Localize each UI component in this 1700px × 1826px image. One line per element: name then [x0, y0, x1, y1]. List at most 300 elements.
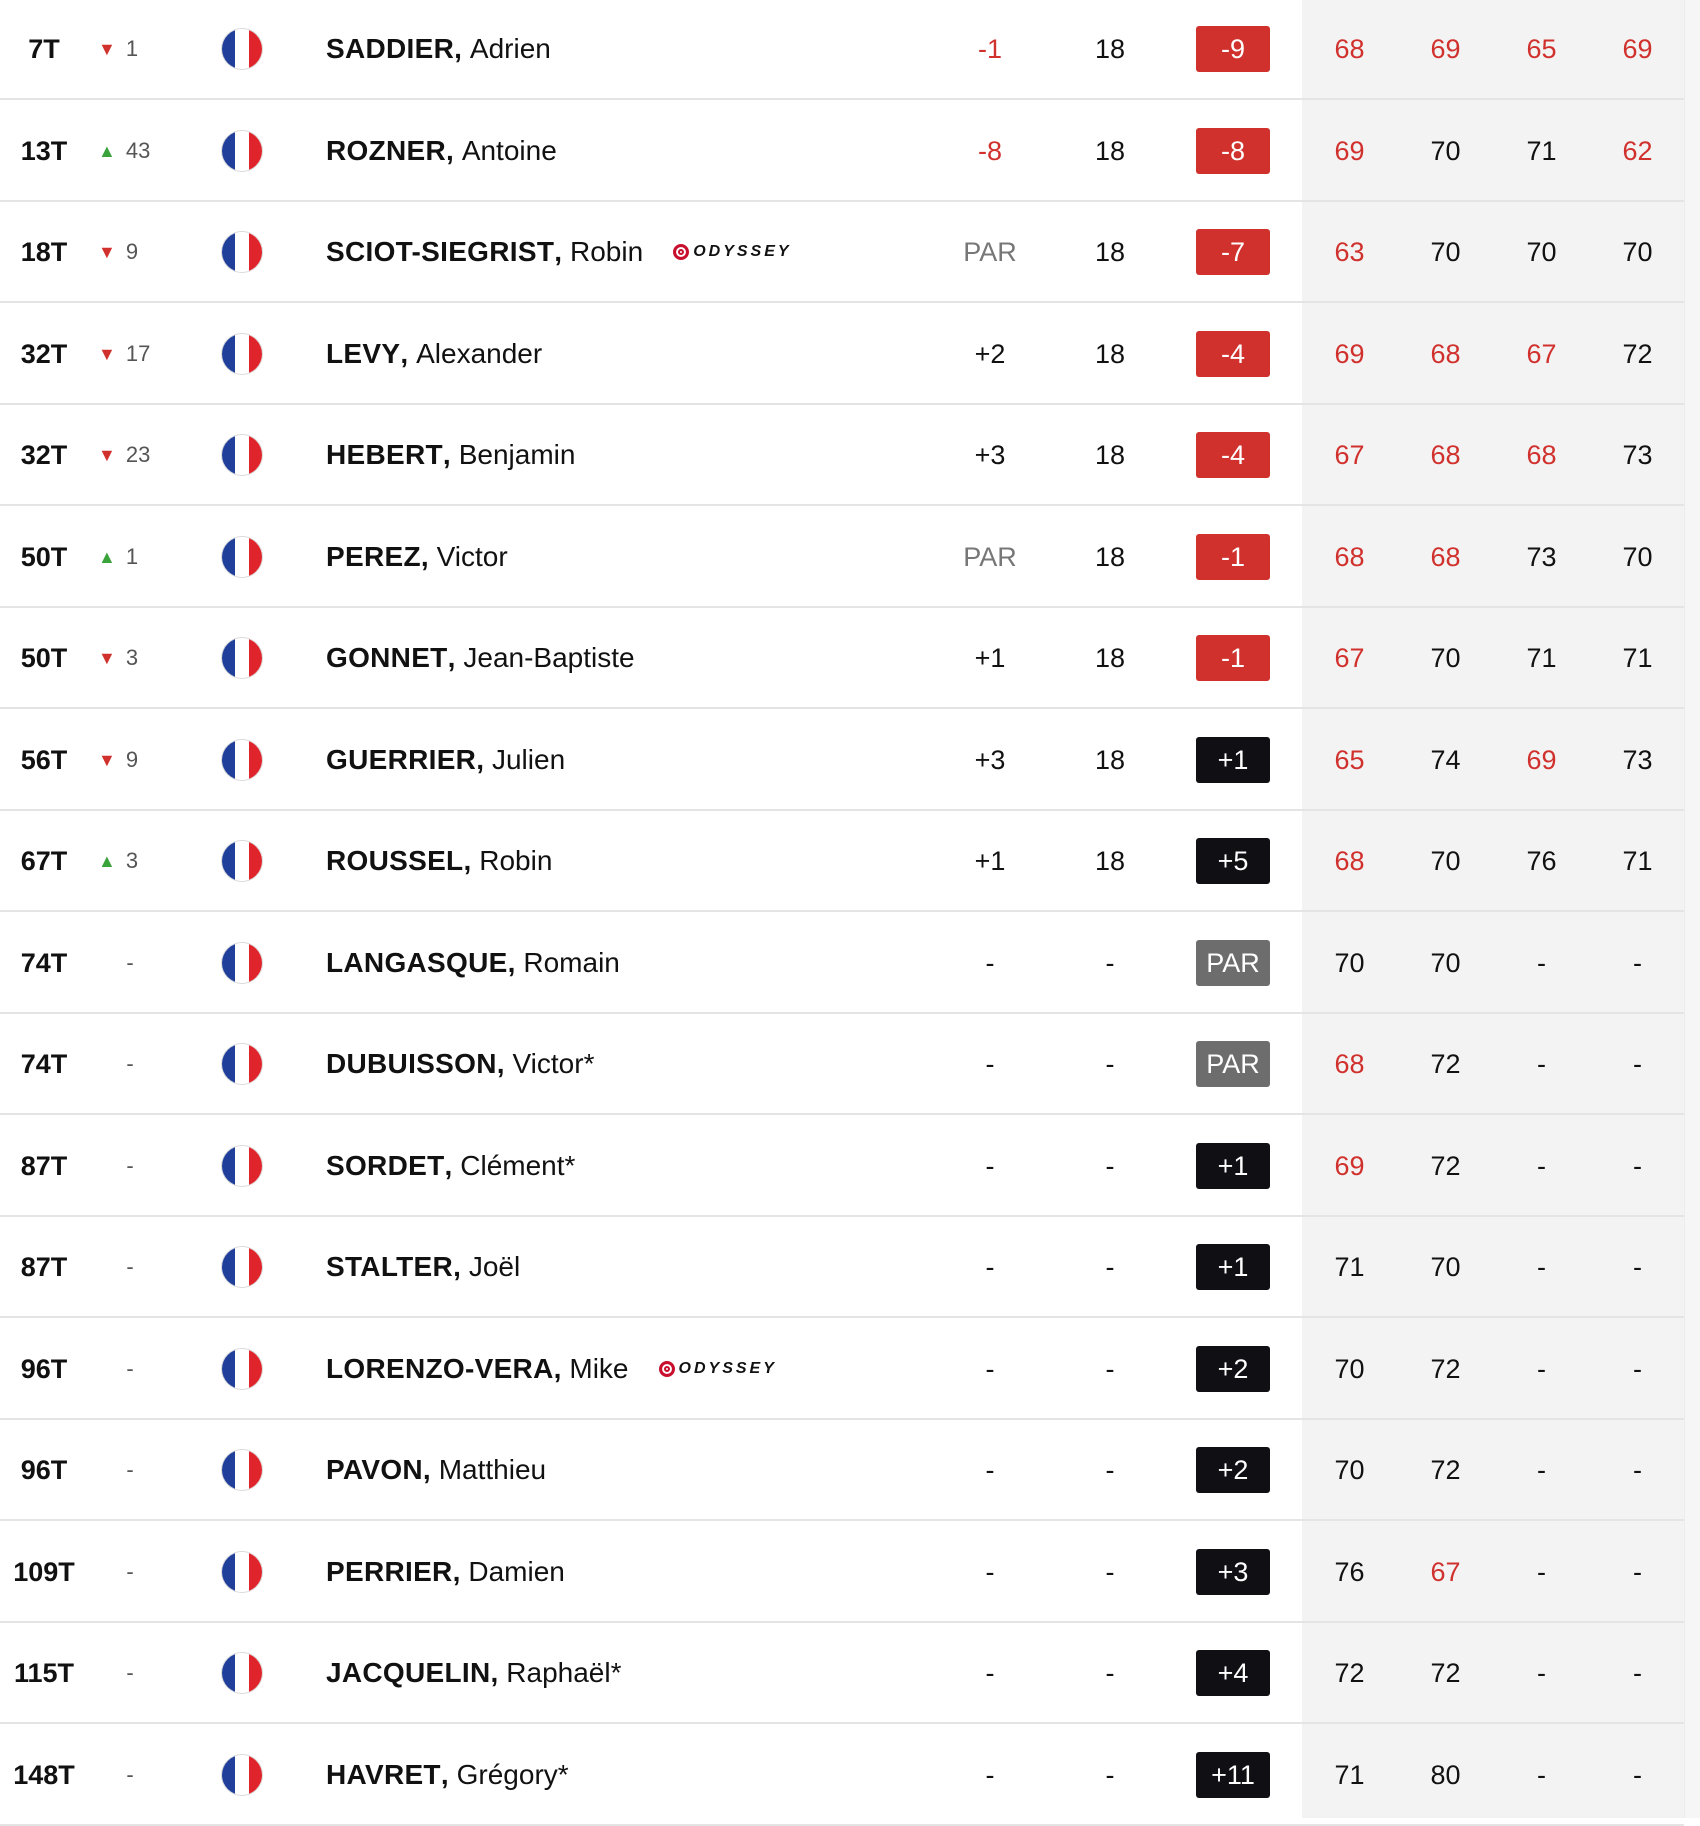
round-2-score: 70: [1430, 236, 1461, 267]
player-first-name: Victor: [436, 541, 508, 572]
total-score-badge: -1: [1196, 534, 1270, 580]
total-score: [1196, 101, 1270, 201]
player-name[interactable]: [326, 913, 946, 1013]
round-1-score: 70: [1334, 947, 1365, 978]
thru-holes: 18: [1094, 541, 1126, 572]
round-1-score: 70: [1334, 1353, 1365, 1384]
name-separator: ,: [490, 1657, 499, 1688]
scrollbar-track[interactable]: [1684, 0, 1700, 1818]
player-last-name: ROZNER: [326, 135, 447, 166]
total-score-badge: +1: [1196, 1143, 1270, 1189]
player-name[interactable]: [326, 1623, 946, 1723]
movement-cell: [98, 304, 176, 404]
round-2-score: 70: [1430, 642, 1461, 673]
name-separator: ,: [463, 845, 472, 876]
total-score: [1196, 304, 1270, 404]
player-first-name: Grégory*: [456, 1759, 569, 1790]
player-last-name: STALTER: [326, 1251, 454, 1282]
round-2-score: 74: [1430, 744, 1461, 775]
today-score: -: [985, 1251, 995, 1282]
position-cell: 32T: [20, 439, 68, 470]
movement-value: -: [126, 1051, 134, 1076]
player-name[interactable]: [326, 1116, 946, 1216]
round-3-score: 73: [1526, 541, 1557, 572]
movement-cell: [98, 1522, 162, 1622]
player-name[interactable]: [326, 0, 946, 99]
name-separator: ,: [422, 1454, 431, 1485]
thru-holes: -: [1105, 1556, 1115, 1587]
round-3-score: -: [1537, 1150, 1546, 1181]
round-2-score: 72: [1430, 1657, 1461, 1688]
position-cell: 87T: [20, 1251, 68, 1282]
today-score: -1: [977, 33, 1002, 64]
today-score: PAR: [963, 236, 1017, 267]
france-flag-icon: [220, 1014, 264, 1114]
thru-holes: 18: [1094, 744, 1126, 775]
total-score-badge: +5: [1196, 838, 1270, 884]
position-cell: 115T: [13, 1657, 75, 1688]
table-row[interactable]: [0, 507, 1684, 608]
movement-cell: [98, 811, 176, 911]
today-score: -: [985, 1454, 995, 1485]
movement-cell: [98, 1420, 162, 1520]
thru-holes: -: [1105, 947, 1115, 978]
round-4-score: 73: [1622, 439, 1653, 470]
position-cell: 18T: [20, 236, 68, 267]
player-name[interactable]: [326, 710, 946, 810]
round-3-score: -: [1537, 1048, 1546, 1079]
movement-value: 3: [125, 848, 139, 873]
round-2-score: 68: [1430, 338, 1461, 369]
round-3-score: -: [1537, 947, 1546, 978]
thru-holes: 18: [1094, 33, 1126, 64]
movement-value: 23: [125, 442, 151, 467]
round-2-score: 72: [1430, 1454, 1461, 1485]
total-score: [1196, 1319, 1270, 1419]
total-score: [1196, 1014, 1270, 1114]
round-4-score: 71: [1622, 642, 1653, 673]
movement-value: -: [126, 1356, 134, 1381]
round-3-score: -: [1537, 1657, 1546, 1688]
round-2-score: 70: [1430, 1251, 1461, 1282]
total-score-badge: +2: [1196, 1346, 1270, 1392]
player-last-name: SORDET: [326, 1150, 445, 1181]
arrow-up-icon: ▲: [98, 141, 116, 161]
total-score-badge: +4: [1196, 1650, 1270, 1696]
movement-value: 43: [125, 138, 151, 163]
round-1-score: 71: [1334, 1759, 1365, 1790]
position-cell: 32T: [20, 338, 68, 369]
arrow-up-icon: ▲: [98, 547, 116, 567]
arrow-down-icon: ▼: [98, 648, 116, 668]
france-flag-icon: [220, 1116, 264, 1216]
position-cell: 109T: [13, 1556, 75, 1587]
player-last-name: ROUSSEL: [326, 845, 464, 876]
total-score-badge: PAR: [1196, 940, 1270, 986]
player-name[interactable]: [326, 811, 946, 911]
movement-value: -: [126, 1762, 134, 1787]
name-separator: ,: [476, 744, 484, 775]
round-1-score: 67: [1334, 642, 1365, 673]
thru-holes: -: [1105, 1353, 1115, 1384]
round-1-score: 68: [1334, 541, 1365, 572]
round-1-score: 68: [1334, 1048, 1365, 1079]
movement-cell: [98, 405, 176, 505]
name-separator: ,: [507, 947, 516, 978]
thru-holes: -: [1105, 1150, 1115, 1181]
total-score-badge: PAR: [1196, 1041, 1270, 1087]
player-name[interactable]: [326, 1522, 946, 1622]
name-separator: ,: [496, 1048, 505, 1079]
movement-value: -: [126, 1254, 134, 1279]
position-cell: 13T: [20, 135, 68, 166]
movement-cell: [98, 710, 176, 810]
name-separator: ,: [554, 236, 563, 267]
position-cell: 148T: [13, 1759, 75, 1790]
movement-value: -: [126, 1153, 134, 1178]
movement-cell: [98, 1217, 162, 1317]
round-4-score: -: [1633, 1048, 1642, 1079]
round-2-score: 67: [1430, 1556, 1461, 1587]
position-cell: 96T: [20, 1353, 68, 1384]
player-first-name: Joël: [468, 1251, 521, 1282]
movement-cell: [98, 913, 162, 1013]
today-score: +1: [974, 642, 1006, 673]
odyssey-ring-icon: [673, 244, 689, 260]
round-3-score: -: [1537, 1556, 1546, 1587]
round-3-score: 70: [1526, 236, 1557, 267]
total-score-badge: -9: [1196, 26, 1270, 72]
player-first-name: Benjamin: [458, 439, 576, 470]
table-row[interactable]: [0, 1420, 1684, 1521]
movement-value: -: [126, 1457, 134, 1482]
name-separator: ,: [454, 33, 462, 64]
player-name[interactable]: [326, 1420, 946, 1520]
player-name[interactable]: [326, 101, 946, 201]
round-2-score: 68: [1430, 541, 1461, 572]
arrow-down-icon: ▼: [98, 344, 116, 364]
movement-value: 1: [125, 36, 139, 61]
player-first-name: Matthieu: [438, 1454, 547, 1485]
total-score-badge: -8: [1196, 128, 1270, 174]
sponsor-label: ODYSSEY: [693, 243, 792, 260]
player-last-name: JACQUELIN: [326, 1657, 491, 1688]
total-score: [1196, 1522, 1270, 1622]
round-4-score: 62: [1622, 135, 1653, 166]
france-flag-icon: [220, 1319, 264, 1419]
table-row[interactable]: [0, 1623, 1684, 1724]
player-first-name: Victor*: [512, 1048, 595, 1079]
total-score-badge: +2: [1196, 1447, 1270, 1493]
movement-value: 1: [125, 544, 139, 569]
total-score-badge: -4: [1196, 432, 1270, 478]
movement-cell: [98, 1014, 162, 1114]
movement-cell: [98, 1319, 162, 1419]
player-last-name: HEBERT: [326, 439, 443, 470]
table-row[interactable]: [0, 202, 1684, 303]
player-last-name: PERRIER: [326, 1556, 453, 1587]
round-4-score: -: [1633, 1759, 1642, 1790]
odyssey-ring-icon: [659, 1361, 675, 1377]
movement-cell: [98, 1725, 162, 1825]
player-last-name: PEREZ: [326, 541, 421, 572]
france-flag-icon: [220, 0, 264, 99]
player-last-name: PAVON: [326, 1454, 423, 1485]
total-score-badge: +11: [1196, 1752, 1270, 1798]
player-first-name: Raphaël*: [506, 1657, 622, 1688]
round-4-score: -: [1633, 1556, 1642, 1587]
player-last-name: LANGASQUE: [326, 947, 508, 978]
player-first-name: Damien: [468, 1556, 565, 1587]
france-flag-icon: [220, 913, 264, 1013]
today-score: -: [985, 1759, 995, 1790]
name-separator: ,: [442, 439, 451, 470]
movement-value: 9: [125, 747, 139, 772]
total-score: [1196, 608, 1270, 708]
total-score-badge: +3: [1196, 1549, 1270, 1595]
sponsor-label: ODYSSEY: [678, 1360, 777, 1377]
name-separator: ,: [446, 135, 454, 166]
round-4-score: 69: [1622, 33, 1653, 64]
today-score: -: [985, 947, 995, 978]
total-score: [1196, 202, 1270, 302]
name-separator: ,: [447, 642, 456, 673]
total-score: [1196, 0, 1270, 99]
name-separator: ,: [420, 541, 429, 572]
round-3-score: 71: [1526, 642, 1557, 673]
total-score-badge: -1: [1196, 635, 1270, 681]
france-flag-icon: [220, 1217, 264, 1317]
total-score: [1196, 710, 1270, 810]
round-4-score: -: [1633, 1454, 1642, 1485]
thru-holes: -: [1105, 1759, 1115, 1790]
player-name[interactable]: [326, 202, 946, 302]
today-score: -: [985, 1657, 995, 1688]
name-separator: ,: [452, 1556, 461, 1587]
total-score-badge: -7: [1196, 229, 1270, 275]
round-1-score: 69: [1334, 338, 1365, 369]
round-3-score: -: [1537, 1251, 1546, 1282]
round-3-score: 69: [1526, 744, 1557, 775]
round-4-score: -: [1633, 1657, 1642, 1688]
total-score: [1196, 405, 1270, 505]
france-flag-icon: [220, 710, 264, 810]
movement-cell: [98, 608, 176, 708]
table-row[interactable]: [0, 710, 1684, 811]
thru-holes: 18: [1094, 236, 1126, 267]
thru-holes: 18: [1094, 845, 1126, 876]
france-flag-icon: [220, 1725, 264, 1825]
player-first-name: Julien: [491, 744, 566, 775]
france-flag-icon: [220, 1522, 264, 1622]
table-row[interactable]: [0, 0, 1684, 100]
position-cell: 56T: [20, 744, 68, 775]
round-2-score: 72: [1430, 1048, 1461, 1079]
movement-value: 9: [125, 239, 139, 264]
round-3-score: 65: [1526, 33, 1557, 64]
today-score: +3: [974, 744, 1006, 775]
round-4-score: 72: [1622, 338, 1653, 369]
table-row[interactable]: [0, 101, 1684, 202]
movement-cell: [98, 202, 176, 302]
player-last-name: SCIOT-SIEGRIST: [326, 236, 555, 267]
round-4-score: 73: [1622, 744, 1653, 775]
today-score: -: [985, 1048, 995, 1079]
round-4-score: -: [1633, 1150, 1642, 1181]
round-2-score: 69: [1430, 33, 1461, 64]
player-first-name: Adrien: [469, 33, 551, 64]
player-name[interactable]: [326, 507, 946, 607]
position-cell: 74T: [20, 1048, 68, 1079]
player-name[interactable]: [326, 405, 946, 505]
odyssey-logo-icon: [673, 243, 791, 261]
round-1-score: 67: [1334, 439, 1365, 470]
round-1-score: 72: [1334, 1657, 1365, 1688]
today-score: -: [985, 1556, 995, 1587]
movement-value: -: [126, 1559, 134, 1584]
today-score: -8: [977, 135, 1002, 166]
total-score: [1196, 811, 1270, 911]
total-score: [1196, 913, 1270, 1013]
thru-holes: -: [1105, 1251, 1115, 1282]
round-4-score: 70: [1622, 541, 1653, 572]
today-score: -: [985, 1150, 995, 1181]
position-cell: 50T: [20, 642, 68, 673]
france-flag-icon: [220, 608, 264, 708]
name-separator: ,: [453, 1251, 461, 1282]
player-first-name: Mike: [569, 1353, 629, 1384]
player-last-name: LEVY: [326, 338, 401, 369]
table-row[interactable]: [0, 1725, 1684, 1826]
france-flag-icon: [220, 405, 264, 505]
today-score: +3: [974, 439, 1006, 470]
round-4-score: 71: [1622, 845, 1653, 876]
thru-holes: -: [1105, 1657, 1115, 1688]
round-4-score: 70: [1622, 236, 1653, 267]
name-separator: ,: [400, 338, 409, 369]
round-3-score: 68: [1526, 439, 1557, 470]
today-score: +1: [974, 845, 1006, 876]
thru-holes: 18: [1094, 642, 1126, 673]
total-score: [1196, 1420, 1270, 1520]
player-first-name: Robin: [479, 845, 553, 876]
player-name[interactable]: [326, 1217, 946, 1317]
position-cell: 50T: [20, 541, 68, 572]
round-2-score: 72: [1430, 1353, 1461, 1384]
name-separator: ,: [444, 1150, 453, 1181]
total-score: [1196, 1116, 1270, 1216]
thru-holes: -: [1105, 1048, 1115, 1079]
table-row[interactable]: [0, 1116, 1684, 1217]
today-score: -: [985, 1353, 995, 1384]
round-3-score: -: [1537, 1353, 1546, 1384]
arrow-down-icon: ▼: [98, 39, 116, 59]
table-row[interactable]: [0, 1522, 1684, 1623]
player-name[interactable]: [326, 304, 946, 404]
movement-value: -: [126, 1660, 134, 1685]
round-2-score: 72: [1430, 1150, 1461, 1181]
name-separator: ,: [440, 1759, 449, 1790]
round-1-score: 65: [1334, 744, 1365, 775]
movement-cell: [98, 0, 176, 99]
round-2-score: 70: [1430, 135, 1461, 166]
odyssey-logo-icon: [659, 1360, 777, 1378]
position-cell: 96T: [20, 1454, 68, 1485]
thru-holes: -: [1105, 1454, 1115, 1485]
round-3-score: -: [1537, 1454, 1546, 1485]
round-4-score: -: [1633, 1251, 1642, 1282]
france-flag-icon: [220, 101, 264, 201]
player-first-name: Robin: [570, 236, 644, 267]
player-name[interactable]: [326, 608, 946, 708]
round-1-score: 69: [1334, 1150, 1365, 1181]
total-score: [1196, 507, 1270, 607]
player-name[interactable]: [326, 1014, 946, 1114]
arrow-down-icon: ▼: [98, 445, 116, 465]
total-score: [1196, 1725, 1270, 1825]
table-row[interactable]: [0, 1014, 1684, 1115]
arrow-up-icon: ▲: [98, 851, 116, 871]
position-cell: 74T: [20, 947, 68, 978]
round-4-score: -: [1633, 947, 1642, 978]
table-row[interactable]: [0, 608, 1684, 709]
table-row[interactable]: [0, 913, 1684, 1014]
table-row[interactable]: [0, 304, 1684, 405]
thru-holes: 18: [1094, 338, 1126, 369]
player-name[interactable]: [326, 1725, 946, 1825]
table-row[interactable]: [0, 811, 1684, 912]
france-flag-icon: [220, 1623, 264, 1723]
player-first-name: Romain: [523, 947, 620, 978]
table-row[interactable]: [0, 1217, 1684, 1318]
round-1-score: 69: [1334, 135, 1365, 166]
movement-cell: [98, 1116, 162, 1216]
round-3-score: 67: [1526, 338, 1557, 369]
player-name[interactable]: [326, 1319, 946, 1419]
player-first-name: Jean-Baptiste: [463, 642, 635, 673]
position-cell: 7T: [28, 33, 60, 64]
round-3-score: -: [1537, 1759, 1546, 1790]
round-1-score: 63: [1334, 236, 1365, 267]
total-score-badge: -4: [1196, 331, 1270, 377]
today-score: +2: [974, 338, 1006, 369]
total-score: [1196, 1217, 1270, 1317]
player-first-name: Clément*: [460, 1150, 576, 1181]
player-last-name: LORENZO-VERA: [326, 1353, 554, 1384]
round-4-score: -: [1633, 1353, 1642, 1384]
france-flag-icon: [220, 304, 264, 404]
arrow-down-icon: ▼: [98, 750, 116, 770]
table-row[interactable]: [0, 405, 1684, 506]
player-last-name: GUERRIER: [326, 744, 477, 775]
player-first-name: Alexander: [416, 338, 543, 369]
round-1-score: 68: [1334, 33, 1365, 64]
table-row[interactable]: [0, 1319, 1684, 1420]
total-score: [1196, 1623, 1270, 1723]
total-score-badge: +1: [1196, 1244, 1270, 1290]
round-1-score: 71: [1334, 1251, 1365, 1282]
round-2-score: 68: [1430, 439, 1461, 470]
france-flag-icon: [220, 507, 264, 607]
today-score: PAR: [963, 541, 1017, 572]
france-flag-icon: [220, 1420, 264, 1520]
france-flag-icon: [220, 811, 264, 911]
round-1-score: 76: [1334, 1556, 1365, 1587]
round-3-score: 76: [1526, 845, 1557, 876]
movement-value: 3: [125, 645, 139, 670]
round-3-score: 71: [1526, 135, 1557, 166]
round-1-score: 68: [1334, 845, 1365, 876]
